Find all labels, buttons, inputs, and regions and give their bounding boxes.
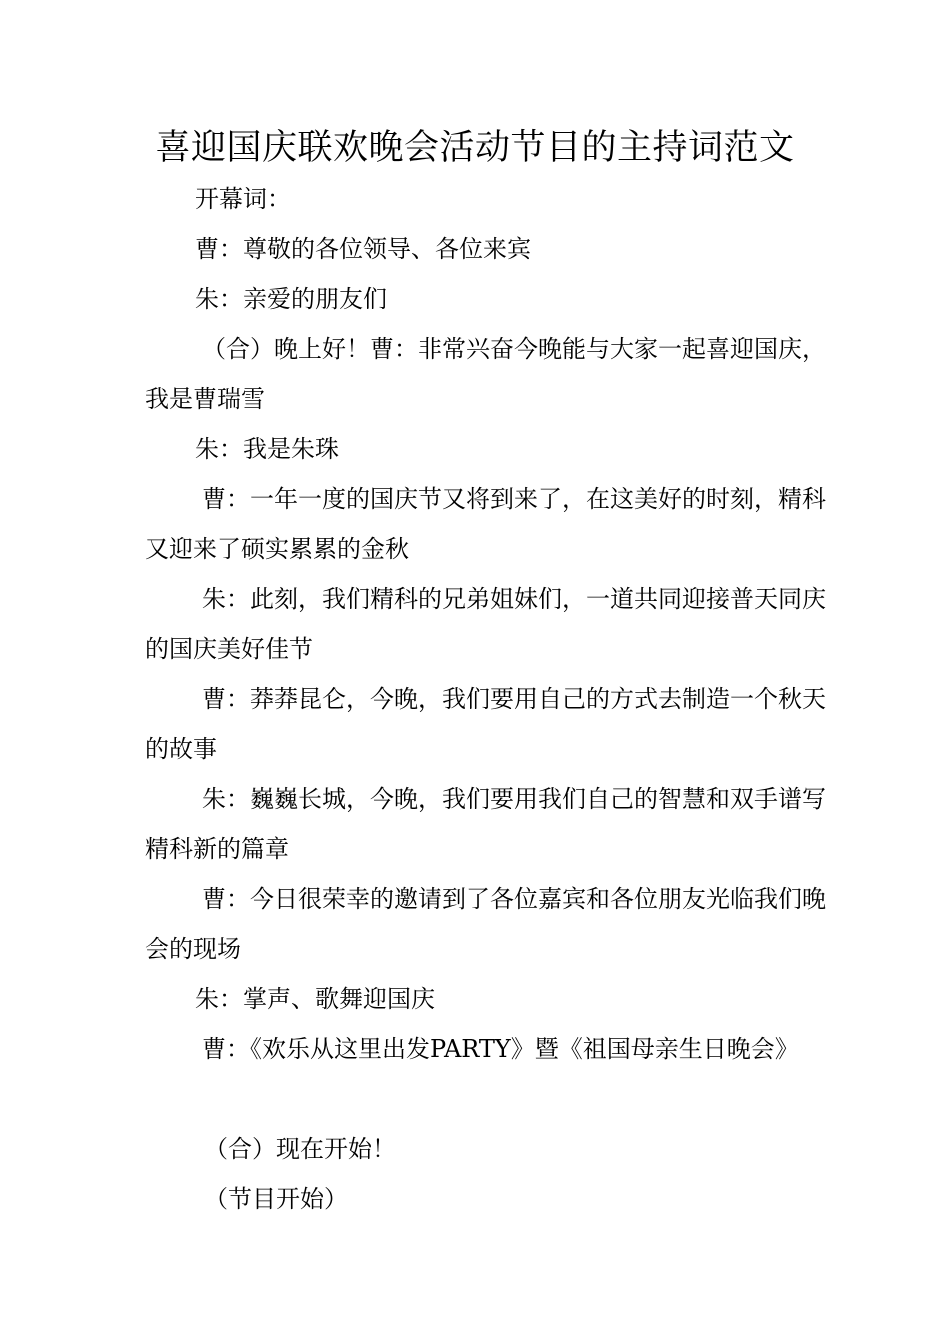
paragraph-text: 朱：掌声、歌舞迎国庆 [195, 985, 435, 1013]
paragraph-text: 朱：巍巍长城，今晚，我们要用我们自己的智慧和双手谱写精科新的篇章 [145, 785, 826, 863]
paragraph-line [145, 324, 835, 424]
paragraph-line [145, 474, 835, 574]
paragraph-text: 曹：《欢乐从这里出发PARTY》暨《祖国母亲生日晚会》 [202, 1035, 799, 1063]
paragraph-line [145, 874, 835, 974]
paragraph-line [145, 774, 835, 874]
paragraph-text: （合）晚上好！曹：非常兴奋今晚能与大家一起喜迎国庆，我是曹瑞雪 [145, 335, 826, 413]
paragraph-text: 曹：莽莽昆仑，今晚，我们要用自己的方式去制造一个秋天的故事 [145, 685, 826, 763]
paragraph-line [145, 424, 835, 474]
paragraph-closing [145, 1174, 835, 1224]
paragraph-line [145, 974, 835, 1024]
paragraph-text: 曹：今日很荣幸的邀请到了各位嘉宾和各位朋友光临我们晚会的现场 [145, 885, 826, 963]
paragraph-text: 开幕词： [195, 185, 291, 213]
paragraph-text: 朱：亲爱的朋友们 [195, 285, 387, 313]
paragraph-text: 朱：此刻，我们精科的兄弟姐妹们，一道共同迎接普天同庆的国庆美好佳节 [145, 585, 826, 663]
paragraph-line [145, 274, 835, 324]
document-title: 喜迎国庆联欢晚会活动节目的主持词范文 [155, 128, 795, 168]
paragraph-text: 曹：一年一度的国庆节又将到来了，在这美好的时刻，精科又迎来了硕实累累的金秋 [145, 485, 826, 563]
paragraph-text: （合）现在开始！ [204, 1135, 396, 1163]
paragraph-line [145, 1124, 835, 1174]
paragraph-line [145, 574, 835, 674]
paragraph-text: 曹：尊敬的各位领导、各位来宾 [195, 235, 531, 263]
paragraph-line [145, 674, 835, 774]
paragraph-opening [145, 174, 835, 224]
paragraph-text: 朱：我是朱珠 [195, 435, 339, 463]
paragraph-line [145, 1024, 835, 1074]
paragraph-text: （节目开始） [204, 1185, 348, 1213]
paragraph-line [145, 224, 835, 274]
